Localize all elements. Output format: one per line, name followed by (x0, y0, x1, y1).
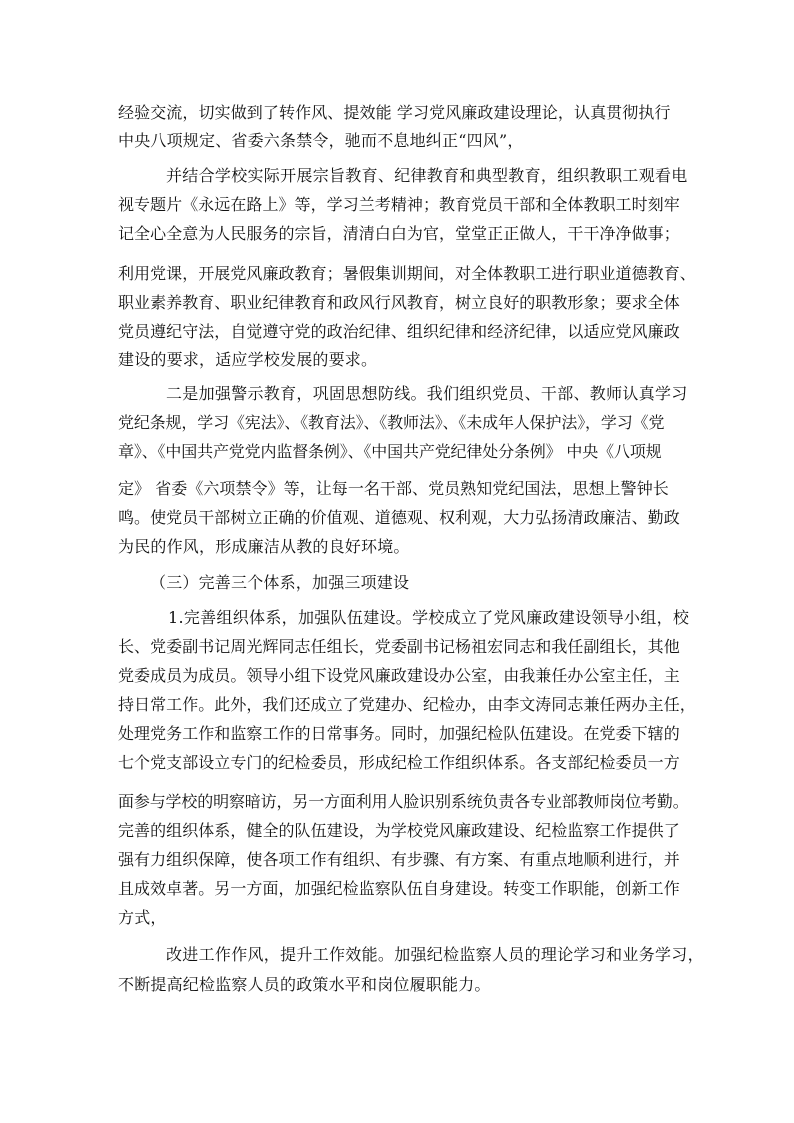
paragraph-line: 章》、《中国共产党党内监督条例》、《中国共产党纪律处分条例》 中央《八项规 (118, 442, 662, 461)
paragraph-line: 七个党支部设立专门的纪检委员，形成纪检工作组织体系。各支部纪检委员一方 (118, 753, 680, 772)
paragraph-line: 长、党委副书记周光辉同志任组长，党委副书记杨祖宏同志和我任副组长，其他 (118, 637, 680, 656)
paragraph-line: 面参与学校的明察暗访，另一方面利用人脸识别系统负责各专业部教师岗位考勤。 (118, 792, 689, 811)
paragraph-line: 且成效卓著。另一方面，加强纪检监察队伍自身建设。转变工作职能，创新工作 (118, 879, 680, 898)
paragraph-line: 完善的组织体系，健全的队伍建设，为学校党风廉政建设、纪检监察工作提供了 (118, 821, 680, 840)
paragraph-line: 党员遵纪守法，自觉遵守党的政治纪律、组织纪律和经济纪律，以适应党风廉政 (118, 322, 680, 341)
paragraph-line: 改进工作作风，提升工作效能。加强纪检监察人员的理论学习和业务学习， (166, 945, 704, 964)
paragraph-line: 方式， (118, 908, 167, 927)
paragraph-line: 持日常工作。此外，我们还成立了党建办、纪检办，由李文涛同志兼任两办主任， (118, 695, 696, 714)
paragraph-line: 党纪条规，学习《宪法》、《教育法》、《教师法》、《未成年人保护法》，学习《党 (118, 413, 665, 432)
paragraph-line: 职业素养教育、职业纪律教育和政风行风教育，树立良好的职教形象；要求全体 (118, 293, 680, 312)
paragraph-line: 中央八项规定、省委六条禁令，驰而不息地纠正“四风”， (118, 131, 524, 150)
paragraph-line: 视专题片《永远在路上》等，学习兰考精神；教育党员干部和全体教职工时刻牢 (118, 195, 680, 214)
section-heading: （三）完善三个体系，加强三项建设 (150, 573, 410, 592)
paragraph-line: 1.完善组织体系，加强队伍建设。学校成立了党风廉政建设领导小组，校 (168, 608, 690, 627)
paragraph-line: 不断提高纪检监察人员的政策水平和岗位履职能力。 (118, 975, 491, 994)
paragraph-line: 处理党务工作和监察工作的日常事务。同时，加强纪检队伍建设。在党委下辖的 (118, 724, 680, 743)
paragraph-line: 党委成员为成员。领导小组下设党风廉政建设办公室，由我兼任办公室主任，主 (118, 666, 680, 685)
paragraph-line: 二是加强警示教育，巩固思想防线。我们组织党员、干部、教师认真学习 (166, 384, 688, 403)
paragraph-line: 鸣。使党员干部树立正确的价值观、道德观、权利观，大力弘扬清政廉洁、勤政 (118, 508, 680, 527)
paragraph-line: 强有力组织保障，使各项工作有组织、有步骤、有方案、有重点地顺利进行，并 (118, 850, 680, 869)
paragraph-line: 记全心全意为人民服务的宗旨，清清白白为官，堂堂正正做人，干干净净做事； (118, 224, 680, 243)
paragraph-line: 定》 省委《六项禁令》等，让每一名干部、党员熟知党纪国法，思想上警钟长 (118, 479, 669, 498)
paragraph-line: 为民的作风，形成廉洁从教的良好环境。 (118, 537, 410, 556)
paragraph-line: 并结合学校实际开展宗旨教育、纪律教育和典型教育，组织教职工观看电 (166, 166, 688, 185)
paragraph-line: 建设的要求，适应学校发展的要求。 (118, 350, 378, 369)
paragraph-line: 经验交流，切实做到了转作风、提效能 学习党风廉政建设理论，认真贯彻执行 (118, 103, 671, 122)
paragraph-line: 利用党课，开展党风廉政教育；暑假集训期间，对全体教职工进行职业道德教育、 (118, 264, 696, 283)
